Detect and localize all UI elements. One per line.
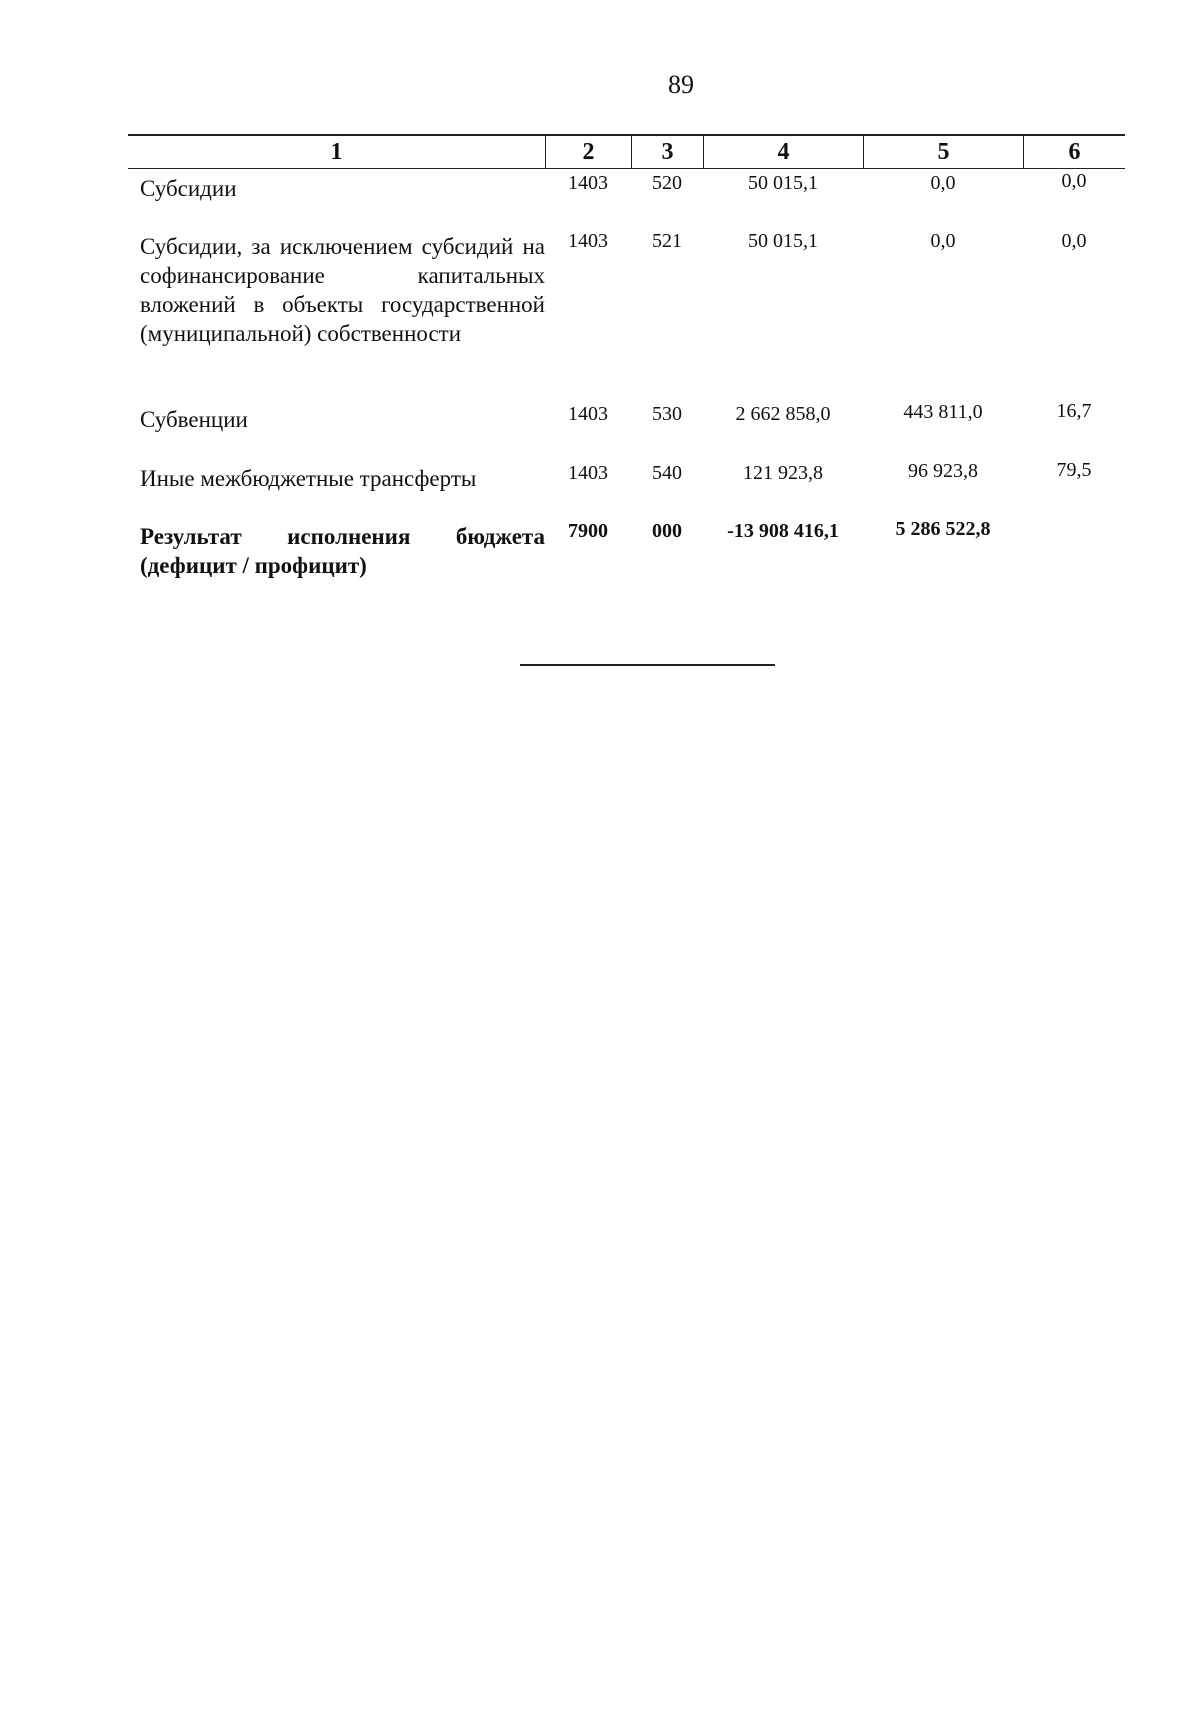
column-header-6: 6 <box>1023 136 1125 168</box>
row-executed-amount: 96 923,8 <box>908 460 978 482</box>
column-header-5: 5 <box>863 136 1023 168</box>
row-name: Результат исполнения бюджета (дефицит / профицит) <box>140 524 545 578</box>
row-percent: 16,7 <box>1056 400 1092 422</box>
row-type-code: 530 <box>652 403 682 425</box>
row-executed-amount: 0,0 <box>930 230 956 252</box>
row-type-code: 540 <box>652 462 682 484</box>
row-type-code: 000 <box>652 520 682 542</box>
column-header-3: 3 <box>631 136 703 168</box>
row-section-code: 1403 <box>568 462 608 484</box>
column-header-4: 4 <box>703 136 863 168</box>
row-name: Субвенции <box>140 407 248 432</box>
row-section-code: 1403 <box>568 403 608 425</box>
row-section-code: 7900 <box>568 520 608 542</box>
row-approved-amount: 50 015,1 <box>748 230 818 252</box>
row-approved-amount: 2 662 858,0 <box>735 403 831 425</box>
column-header-2: 2 <box>545 136 631 168</box>
row-approved-amount: 50 015,1 <box>748 172 818 194</box>
row-section-code: 1403 <box>568 230 608 252</box>
row-section-code: 1403 <box>568 172 608 194</box>
row-name: Субсидии, за исключением субсидий на софинансирование капитальных вложений в объекты государственной (муниципальной) собственности <box>140 234 545 346</box>
row-approved-amount: 121 923,8 <box>743 462 823 484</box>
row-executed-amount: 0,0 <box>930 172 956 194</box>
row-percent: 0,0 <box>1061 230 1087 252</box>
row-executed-amount: 5 286 522,8 <box>895 518 991 540</box>
budget-table <box>128 134 1125 578</box>
row-approved-amount: -13 908 416,1 <box>727 520 839 542</box>
page-number: 89 <box>668 70 694 99</box>
row-executed-amount: 443 811,0 <box>903 401 983 423</box>
column-header-1: 1 <box>330 139 343 165</box>
row-percent: 0,0 <box>1061 170 1087 192</box>
row-name: Иные межбюджетные трансферты <box>140 466 477 491</box>
table-header-row <box>128 134 1125 169</box>
row-type-code: 521 <box>652 230 682 252</box>
row-name: Субсидии <box>140 176 237 201</box>
row-percent: 79,5 <box>1056 459 1092 481</box>
closing-rule <box>520 664 775 666</box>
row-type-code: 520 <box>652 172 682 194</box>
